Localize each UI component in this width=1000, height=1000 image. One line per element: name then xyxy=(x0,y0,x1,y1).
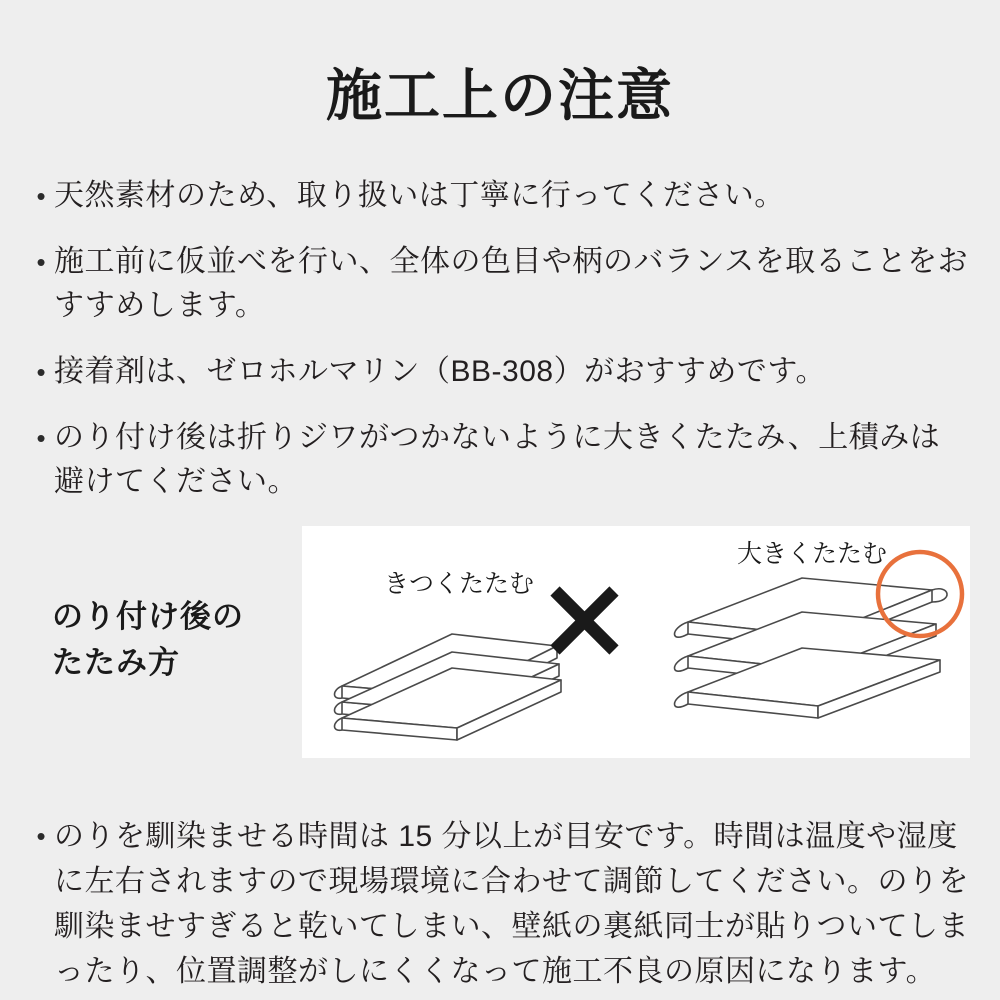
list-item-text: のり付け後は折りジワがつかないように大きくたたみ、上積みは避けてください。 xyxy=(54,421,941,498)
folding-figure-section xyxy=(0,526,1000,766)
list-item xyxy=(28,814,978,994)
list-item xyxy=(28,174,970,218)
good-fold-caption: 大きくたたむ xyxy=(736,540,888,568)
page-title: 施工上の注意 xyxy=(326,64,674,127)
list-item-text: 接着剤は、ゼロホルマリン（BB-308）がおすすめです。 xyxy=(54,355,826,388)
folding-figure-image xyxy=(302,526,970,758)
bad-fold-caption: きつくたたむ xyxy=(383,570,535,598)
bullet-marker-icon: • xyxy=(36,181,46,211)
list-item-text: 施工前に仮並べを行い、全体の色目や柄のバランスを取ることをおすすめします。 xyxy=(54,245,969,322)
notes-bottom-list xyxy=(0,814,1000,994)
folding-figure-label-line2: たたみ方 xyxy=(52,645,180,680)
bullet-marker-icon: • xyxy=(36,821,46,851)
notes-top-list xyxy=(0,174,1000,504)
list-item-text: 天然素材のため、取り扱いは丁寧に行ってください。 xyxy=(54,179,785,212)
bullet-marker-icon: • xyxy=(36,423,46,453)
bullet-marker-icon: • xyxy=(36,357,46,387)
list-item xyxy=(28,240,970,328)
list-item xyxy=(28,350,970,394)
list-item-text: のりを馴染ませる時間は 15 分以上が目安です。時間は温度や湿度に左右されますので現場環境に合わせて調節してください。のりを馴染ませすぎると乾いてしまい、壁紙の裏紙同士が貼りついてしまったり、位置調整がしにくくなって施工不良の原因になります。 xyxy=(54,820,969,988)
folding-figure-label xyxy=(52,594,244,686)
folding-figure-label-line1: のり付け後の xyxy=(52,599,244,634)
bullet-marker-icon: • xyxy=(36,247,46,277)
list-item xyxy=(28,416,970,504)
